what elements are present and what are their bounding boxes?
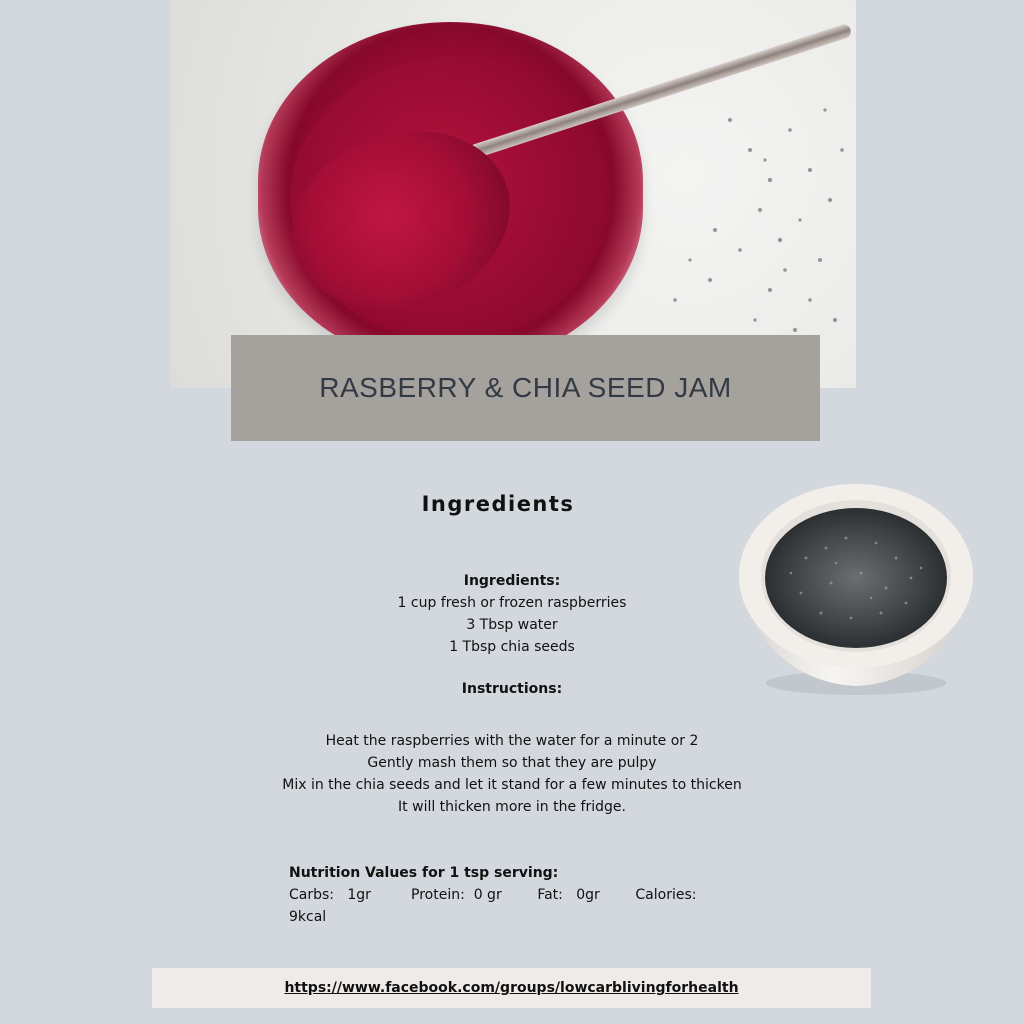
jam-photo: [170, 0, 856, 388]
title-banner: [231, 335, 820, 441]
ingredient-item: 3 Tbsp water: [466, 617, 558, 633]
facebook-group-link[interactable]: https://www.facebook.com/groups/lowcarblivingforhealth: [284, 980, 739, 996]
recipe-body: [262, 570, 762, 818]
fat-label: Fat:: [537, 887, 563, 903]
footer-bar: [152, 968, 871, 1008]
calories-label: Calories:: [635, 887, 697, 903]
chia-bowl-image: [736, 478, 976, 702]
ingredients-heading: Ingredients:: [463, 573, 561, 589]
carbs-label: Carbs:: [289, 887, 335, 903]
chia-bowl-icon: [736, 478, 976, 702]
ingredient-item: 1 cup fresh or frozen raspberries: [397, 595, 627, 611]
instruction-step: Mix in the chia seeds and let it stand for a few minutes to thicken: [282, 777, 742, 793]
carbs-value: 1gr: [347, 887, 371, 903]
section-heading: Ingredients: [421, 492, 575, 516]
protein-label: Protein:: [411, 887, 465, 903]
instruction-step: Gently mash them so that they are pulpy: [367, 755, 657, 771]
ingredient-item: 1 Tbsp chia seeds: [449, 639, 575, 655]
protein-value: 0 gr: [473, 887, 502, 903]
nutrition-values: [289, 884, 749, 928]
instruction-step: Heat the raspberries with the water for a minute or 2: [325, 733, 699, 749]
instructions-heading: Instructions:: [461, 681, 563, 697]
page-title: RASBERRY & CHIA SEED JAM: [319, 372, 732, 403]
calories-value: 9kcal: [289, 909, 327, 925]
nutrition-section: [289, 862, 749, 928]
fat-value: 0gr: [576, 887, 600, 903]
instruction-step: It will thicken more in the fridge.: [398, 799, 626, 815]
nutrition-heading: Nutrition Values for 1 tsp serving:: [289, 865, 559, 881]
